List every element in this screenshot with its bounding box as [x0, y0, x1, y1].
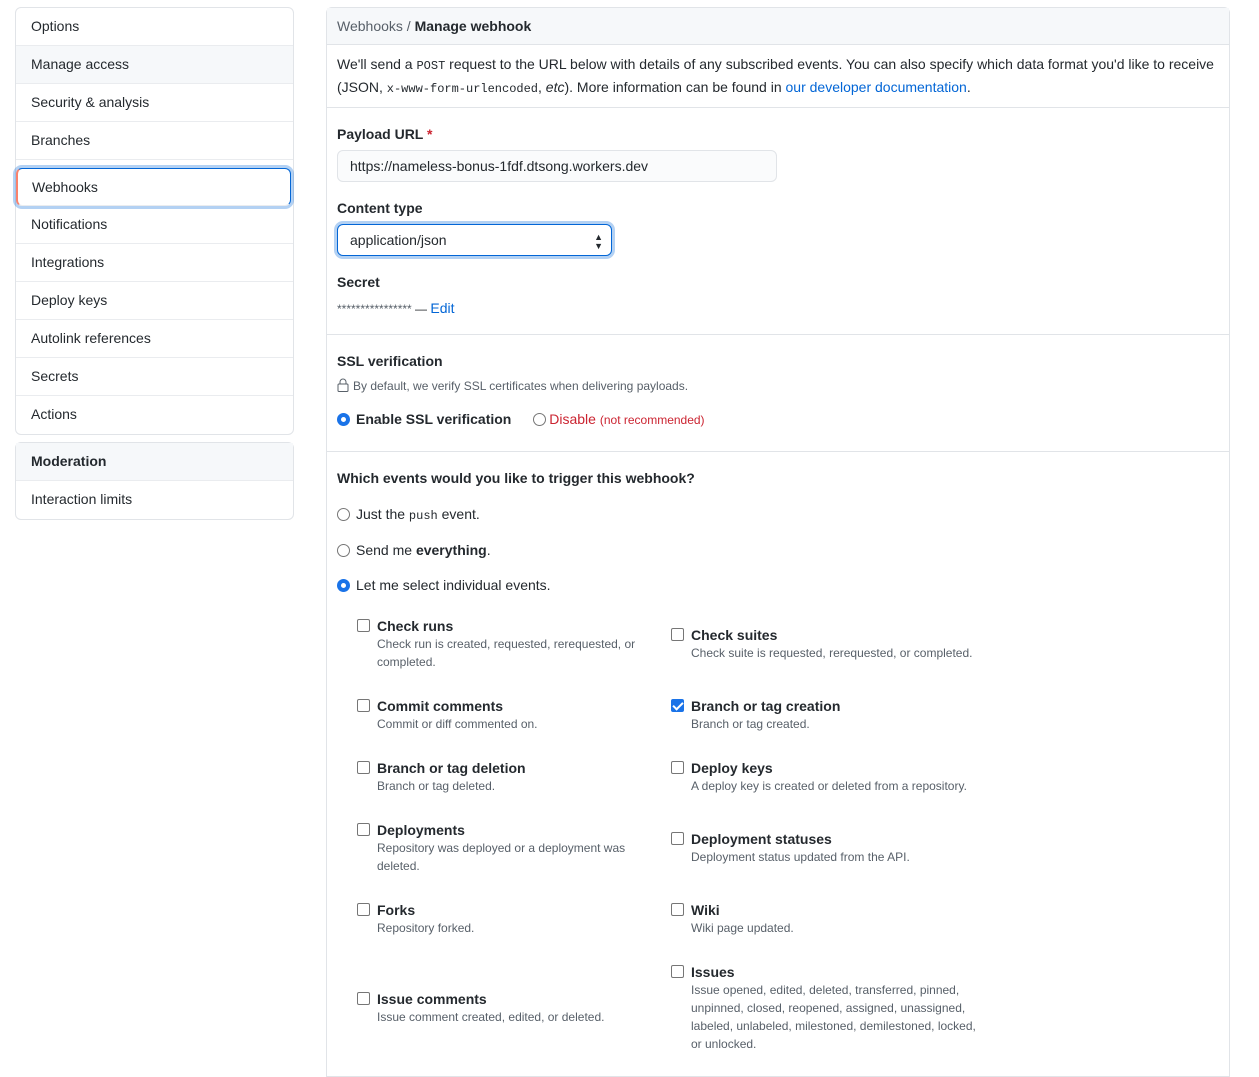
required-marker: * — [427, 126, 433, 142]
event-item[interactable] — [671, 901, 971, 937]
event-checkbox[interactable] — [357, 992, 370, 1005]
event-title: Deployments — [377, 822, 465, 838]
event-description: Deployment status updated from the API. — [691, 850, 910, 864]
event-item[interactable] — [671, 963, 976, 1053]
desc-code: x-www-form-urlencoded — [386, 82, 539, 96]
payload-url-label: Payload URL * — [337, 126, 433, 142]
sidebar-item-options[interactable]: Options — [16, 8, 293, 46]
event-description: Commit or diff commented on. — [377, 717, 538, 731]
desc-text: ). More information can be found in — [564, 79, 786, 95]
content-type-value: application/json — [350, 232, 447, 248]
sidebar-item-webhooks[interactable]: Webhooks — [16, 168, 291, 206]
event-checkbox[interactable] — [357, 619, 370, 632]
event-description: Repository forked. — [377, 921, 475, 935]
sidebar-item-branches[interactable]: Branches — [16, 122, 293, 160]
ssl-title: SSL verification — [337, 353, 443, 369]
events-title: Which events would you like to trigger this webhook? — [337, 470, 695, 486]
lock-icon — [337, 378, 349, 392]
content-type-label: Content type — [337, 200, 423, 216]
option-text: Send me — [356, 542, 416, 558]
event-description: Branch or tag deleted. — [377, 779, 496, 793]
select-arrows-icon: ▲ ▼ — [594, 232, 603, 251]
sidebar-item-integrations[interactable]: Integrations — [16, 244, 293, 282]
desc-text: , — [538, 79, 546, 95]
event-item[interactable] — [671, 697, 971, 733]
radio-push[interactable] — [337, 508, 350, 521]
event-description: Check run is created, requested, rerequested, or completed. — [377, 637, 636, 669]
event-checkbox[interactable] — [671, 965, 684, 978]
ssl-note-text: By default, we verify SSL certificates when delivering payloads. — [353, 379, 689, 393]
option-text: event. — [437, 506, 480, 522]
sidebar-item-autolink-references[interactable]: Autolink references — [16, 320, 293, 358]
breadcrumb-separator: / — [402, 18, 415, 34]
event-item[interactable] — [357, 617, 657, 671]
secret-row — [337, 300, 1219, 316]
ssl-disable-note: (not recommended) — [599, 413, 705, 427]
event-item[interactable] — [357, 759, 657, 795]
event-title: Forks — [377, 902, 416, 918]
sidebar-item-secrets[interactable]: Secrets — [16, 358, 293, 396]
event-title: Deploy keys — [691, 760, 773, 776]
secret-value: **************** — [337, 302, 412, 316]
page-title: Manage webhook — [414, 18, 532, 34]
event-checkbox[interactable] — [357, 699, 370, 712]
desc-text: request to the URL below with details of any subscribed events. You can also specify which data format you'd like to receive (JSON, — [337, 56, 1214, 95]
sidebar-item-interaction-limits[interactable]: Interaction limits — [31, 491, 133, 507]
breadcrumb — [327, 8, 1229, 45]
ssl-options — [337, 411, 1219, 427]
option-text: Let me select individual events. — [356, 577, 551, 593]
event-title: Branch or tag deletion — [377, 760, 526, 776]
ssl-enable-option[interactable] — [337, 411, 511, 427]
event-checkbox[interactable] — [357, 761, 370, 774]
event-description: A deploy key is created or deleted from a repository. — [691, 779, 967, 793]
ssl-enable-radio[interactable] — [337, 413, 350, 426]
event-description: Check suite is requested, rerequested, or completed. — [691, 646, 973, 660]
ssl-enable-label: Enable SSL verification — [356, 411, 512, 427]
event-checkbox[interactable] — [671, 761, 684, 774]
sidebar-item-notifications[interactable]: Notifications — [16, 206, 293, 244]
settings-sidebar — [15, 7, 294, 435]
content-type-select[interactable] — [337, 224, 612, 256]
sidebar-item-deploy-keys[interactable]: Deploy keys — [16, 282, 293, 320]
event-title: Issues — [691, 964, 735, 980]
event-item[interactable] — [671, 626, 971, 662]
event-title: Check runs — [377, 618, 454, 634]
ssl-section — [327, 335, 1229, 452]
desc-code: POST — [416, 59, 446, 73]
secret-dash: — — [411, 302, 431, 316]
description — [327, 45, 1229, 108]
event-option-everything[interactable] — [337, 542, 1219, 558]
sidebar-item-security-analysis[interactable]: Security & analysis — [16, 84, 293, 122]
events-grid — [357, 617, 1219, 1053]
event-checkbox[interactable] — [671, 903, 684, 916]
breadcrumb-webhooks-link[interactable]: Webhooks — [337, 18, 403, 34]
radio-individual[interactable] — [337, 579, 350, 592]
event-description: Wiki page updated. — [691, 921, 794, 935]
webhook-panel — [326, 7, 1230, 1077]
radio-everything[interactable] — [337, 544, 350, 557]
event-item[interactable] — [357, 821, 657, 875]
moderation-sidebar — [15, 442, 294, 520]
event-title: Commit comments — [377, 698, 504, 714]
option-code: push — [408, 509, 438, 523]
event-description: Branch or tag created. — [691, 717, 810, 731]
event-option-push[interactable] — [337, 506, 1219, 523]
event-title: Branch or tag creation — [691, 698, 841, 714]
event-checkbox[interactable] — [357, 903, 370, 916]
event-description: Repository was deployed or a deployment was deleted. — [377, 841, 626, 873]
event-description: Issue opened, edited, deleted, transferred, pinned, unpinned, closed, reopened, assigned, unassigned, labeled, unlabeled, milestoned, demilestoned, locked, or unlocked. — [691, 983, 976, 1051]
event-item[interactable] — [357, 697, 657, 733]
option-text: Just the — [356, 506, 409, 522]
event-item[interactable] — [357, 990, 657, 1026]
secret-label: Secret — [337, 274, 380, 290]
event-option-individual[interactable] — [337, 577, 1219, 593]
webhook-config-section — [327, 108, 1229, 335]
events-section — [327, 452, 1229, 1053]
event-title: Issue comments — [377, 991, 487, 1007]
event-checkbox[interactable] — [671, 699, 684, 712]
option-text: . — [486, 542, 491, 558]
developer-docs-link[interactable]: our developer documentation — [785, 79, 967, 95]
event-item[interactable] — [357, 901, 657, 937]
event-title: Wiki — [691, 902, 720, 918]
sidebar-item-actions[interactable]: Actions — [31, 406, 77, 422]
moderation-header: Moderation — [16, 443, 293, 481]
event-title: Check suites — [691, 627, 778, 643]
ssl-disable-option[interactable] — [533, 411, 704, 427]
desc-text: etc — [545, 79, 565, 95]
sidebar-item-manage-access[interactable]: Manage access — [16, 46, 293, 84]
desc-text: We'll send a — [337, 56, 417, 72]
event-title: Deployment statuses — [691, 831, 832, 847]
ssl-disable-radio[interactable] — [533, 413, 546, 426]
event-item[interactable] — [671, 759, 971, 795]
event-description: Issue comment created, edited, or deleted. — [377, 1010, 605, 1024]
desc-text: . — [966, 79, 971, 95]
event-checkbox[interactable] — [357, 823, 370, 836]
payload-url-input[interactable]: https://nameless-bonus-1fdf.dtsong.workers.dev — [337, 150, 777, 182]
event-checkbox[interactable] — [671, 832, 684, 845]
secret-edit-link[interactable]: Edit — [430, 300, 455, 316]
event-checkbox[interactable] — [671, 628, 684, 641]
option-text: everything — [415, 542, 487, 558]
ssl-disable-label: Disable — [549, 411, 596, 427]
event-item[interactable] — [671, 830, 971, 866]
ssl-note — [337, 378, 1219, 393]
